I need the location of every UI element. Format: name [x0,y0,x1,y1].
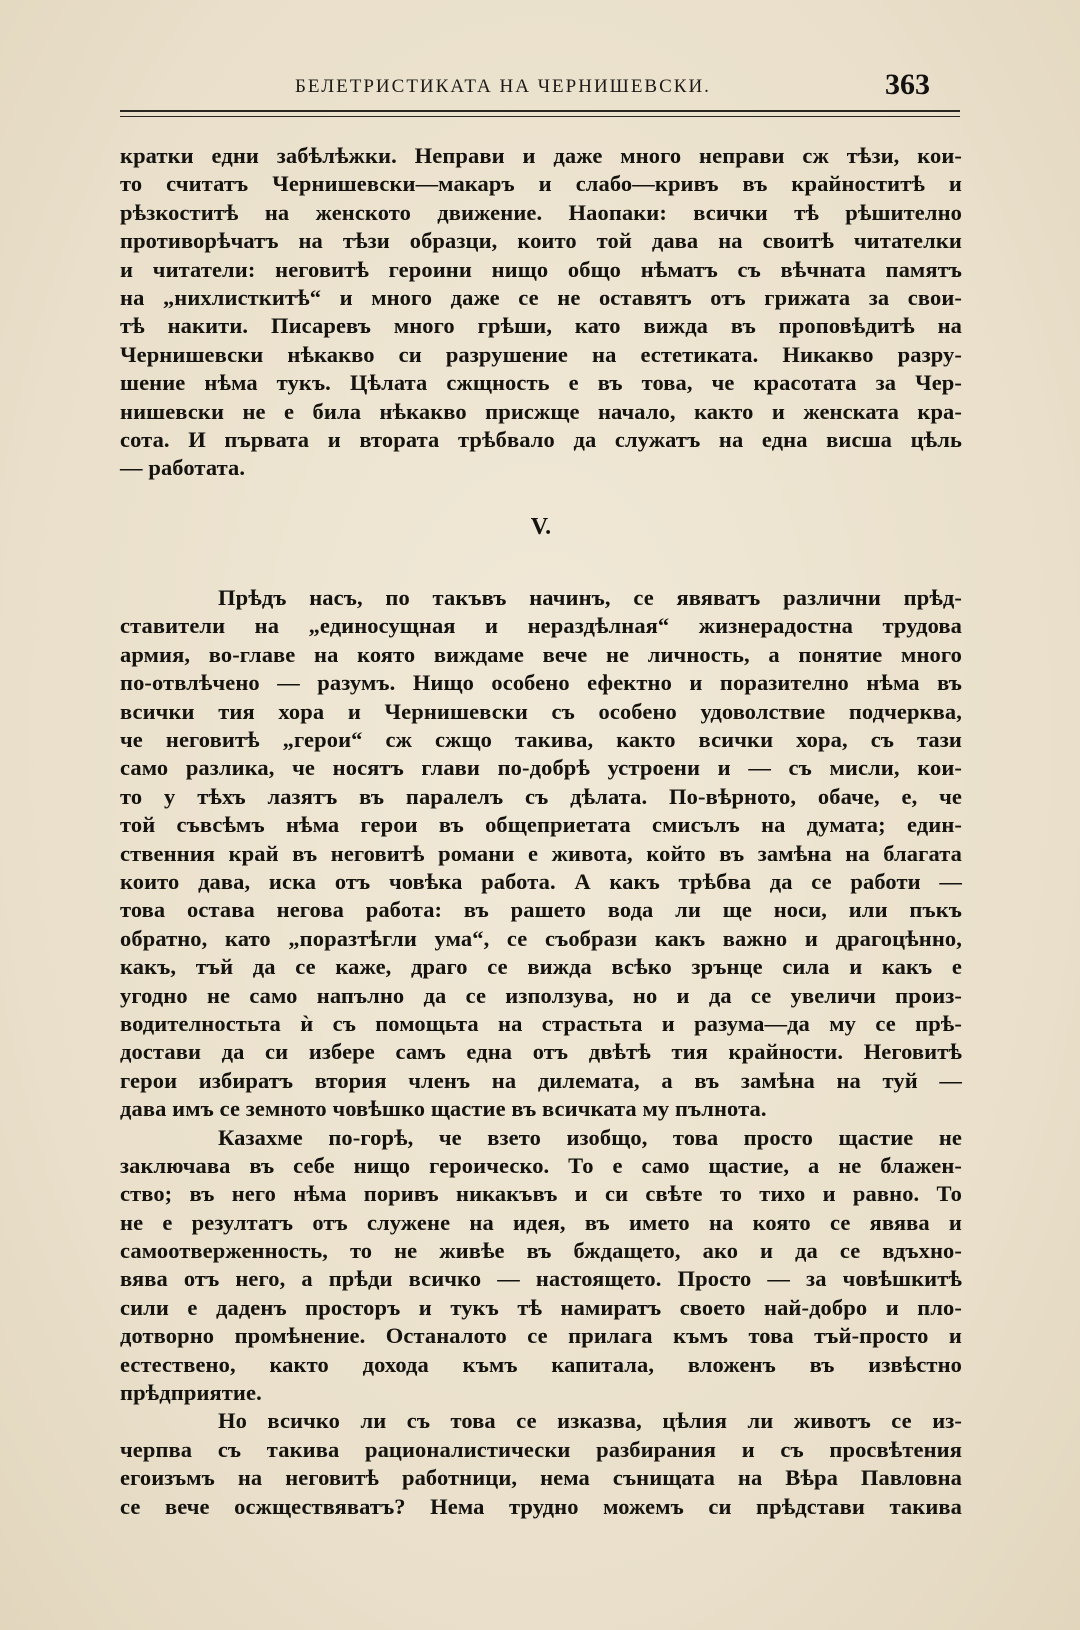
text-line: егоизъмъ на неговитѣ работници, нема сънищата на Вѣра Павловна [120,1465,962,1491]
text-line: ставители на „единосущная и нераздѣлная“ жизнерадостна трудова [120,613,962,639]
text-line: рѣзкоститѣ на женското движение. Наопаки: всички тѣ рѣшително [120,199,962,225]
text-line: и читатели: неговитѣ героини нищо общо нѣматъ съ вѣчната памятъ [120,256,962,282]
running-title: БЕЛЕТРИСТИКАТА НА ЧЕРНИШЕВСКИ. [295,76,711,97]
text-line: обратно, като „поразтѣгли ума“, се съобрази какъ важно и драгоцѣнно, [120,925,962,951]
text-line: тѣ накити. Писаревъ много грѣши, като вижда въ проповѣдитѣ на [120,313,962,339]
text-line: угодно не само напълно да се използува, но и да се увеличи произ- [120,982,962,1008]
text-line: дотворно промѣнение. Останалото се прилага къмъ това тъй-просто и [120,1323,962,1349]
text-line: ственния край въ неговитѣ романи е живота, който въ замѣна на благата [120,840,962,866]
text-line: вява отъ него, а прѣди всичко — настоящето. Просто — за човѣшкитѣ [120,1266,962,1292]
text-line: ство; въ него нѣма поривъ никакъвъ и си свѣте то тихо и равно. То [120,1181,962,1207]
text-line: естествено, както дохода къмъ капитала, вложенъ въ извѣстно [120,1351,962,1377]
text-line: той съвсѣмъ нѣма герои въ общеприетата смисълъ на думата; един- [120,812,962,838]
text-line: противорѣчатъ на тѣзи образци, които той дава на своитѣ читателки [120,228,962,254]
paragraph-4 [120,1407,962,1521]
text-line: заключава въ себе нищо героическо. То е само щастие, а не блажен- [120,1152,962,1178]
section-heading: V. [530,513,552,540]
running-header [120,70,960,110]
text-line: — работата. [120,455,246,481]
text-line: по-отвлѣчено — разумъ. Нищо особено ефектно и поразително нѣма въ [120,670,962,696]
text-line: нишевски не е била нѣкакво присжще начало, както и женската кра- [120,398,962,424]
text-line: само разлика, че носятъ глави по-добрѣ устроени и — съ мисли, кои- [120,755,962,781]
text-line: това остава негова работа: въ рашето вода ли ще носи, или пъкъ [120,897,962,923]
text-line: Но всичко ли съ това се изказва, цѣлия ли животъ се из- [218,1408,962,1434]
text-line: не е резултатъ отъ служене на идея, въ името на която се явява и [120,1209,962,1235]
text-line: прѣдприятие. [120,1380,262,1406]
text-line: водителностьта ѝ съ помощьта на страстьта и разума—да му се прѣ- [120,1010,962,1036]
text-line: черпва съ такива рационалистически разбирания и съ просвѣтения [120,1436,962,1462]
text-line: на „нихлисткитѣ“ и много даже се не оставятъ отъ грижата за свои- [120,284,962,310]
text-line: то считатъ Чернишевски—макаръ и слабо—кривъ въ крайноститѣ и [120,171,962,197]
paragraph-1 [120,142,962,483]
text-line: кратки едни забѣлѣжки. Неправи и даже много неправи сж тѣзи, кои- [120,143,962,168]
text-line: какъ, тъй да се каже, драго се вижда всѣко зрънце сила и какъ е [120,954,962,980]
text-line: армия, во-главе на която виждаме вече не личность, а понятие много [120,641,962,667]
text-line: Чернишевски нѣкакво си разрушение на естетиката. Никакво разру- [120,341,962,367]
header-rule-thin [120,116,960,117]
text-line: сота. И първата и втората трѣбвало да служатъ на една висша цѣль [120,426,962,452]
text-line: които дава, иска отъ човѣка работа. А какъ трѣбва да се работи — [120,868,962,894]
text-line: че неговитѣ „герои“ сж сжщо такива, както всички хора, съ тази [120,727,962,753]
paragraph-3 [120,1124,962,1408]
text-line: герои избиратъ втория членъ на дилемата, а въ замѣна на туй — [120,1067,962,1093]
text-line: всички тия хора и Чернишевски съ особено удоволствие подчерква, [120,698,962,724]
header-rule-thick [120,110,960,112]
text-line: се вече осжществяватъ? Нема трудно можемъ си прѣдстави такива [120,1493,962,1519]
text-line: шение нѣма тукъ. Цѣлата сжщность е въ това, че красотата за Чер- [120,370,962,396]
text-line: Прѣдъ насъ, по такъвъ начинъ, се явяватъ различни прѣд- [218,585,962,611]
text-line: то у тѣхъ лазятъ въ паралелъ съ дѣлата. По-вѣрното, обаче, е, че [120,783,962,809]
text-line: Казахме по-горѣ, че взето изобщо, това просто щастие не [218,1124,962,1150]
text-line: самоотверженность, то не живѣе въ бждащето, ако и да се вдъхно- [120,1238,962,1264]
body-text [120,142,962,1521]
text-line: достави да си избере самъ една отъ двѣтѣ тия крайности. Неговитѣ [120,1039,962,1065]
text-line: сили е даденъ просторъ и тукъ тѣ намиратъ своето най-добро и пло- [120,1294,962,1320]
text-line: дава имъ се земното човѣшко щастие въ всичката му пълнота. [120,1096,767,1122]
paragraph-2 [120,584,962,1123]
page-number: 363 [885,68,930,101]
